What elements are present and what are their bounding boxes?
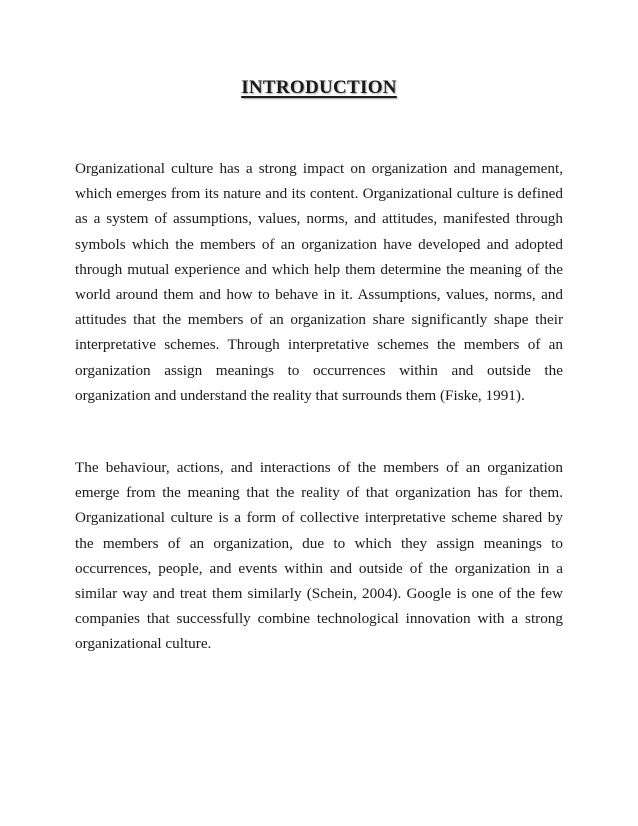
page-heading: INTRODUCTION: [241, 77, 397, 98]
paragraph-1: Organizational culture has a strong impact on organization and management, which emerges from its nature and its content. Organizational culture is defined as a system of assumptions, values, norms, and attitudes, manifested through symbols which the members of an organization have developed and adopted through mutual experience and which help them determine the meaning of the world around them and how to behave in it. Assumptions, values, norms, and attitudes that the members of an organization share significantly shape their interpretative schemes. Through interpretative schemes the members of an organization assign meanings to occurrences within and outside the organization and understand the reality that surrounds them (Fiske, 1991).: [75, 160, 563, 404]
paragraph-2: The behaviour, actions, and interactions of the members of an organization emerge from the meaning that the reality of that organization has for them. Organizational culture is a form of collective interpretative scheme shared by the members of an organization, due to which they assign meanings to occurrences, people, and events within and outside of the organization in a similar way and treat them similarly (Schein, 2004). Google is one of the few companies that successfully combine technological innovation with a strong organizational culture.: [75, 459, 563, 653]
